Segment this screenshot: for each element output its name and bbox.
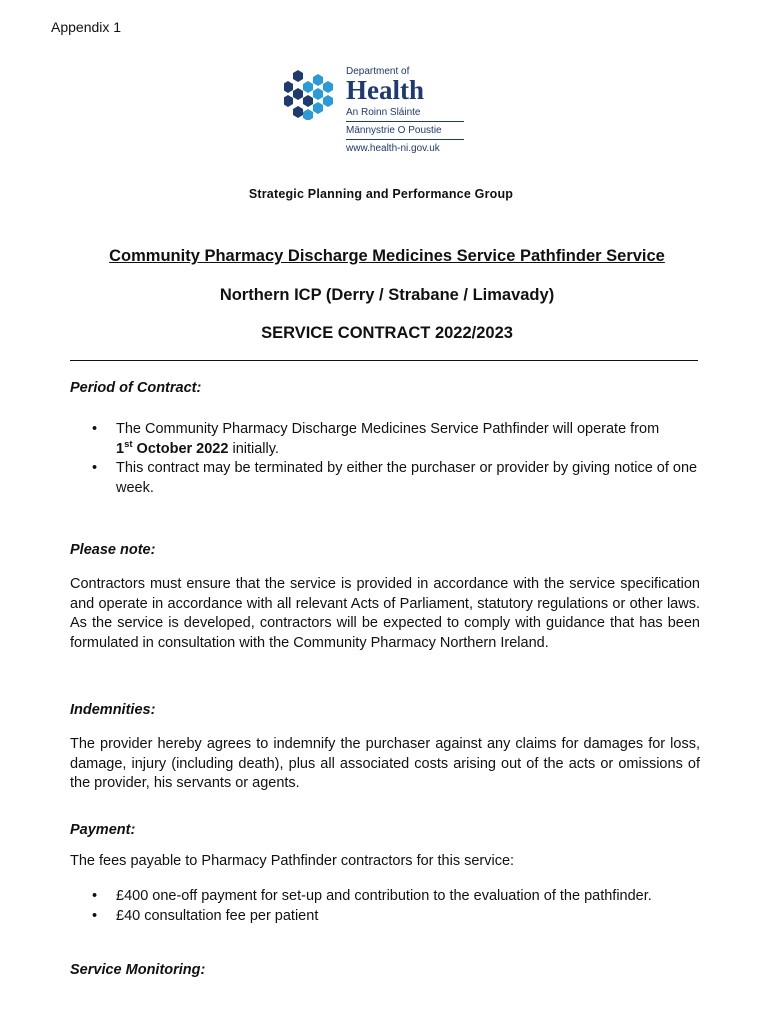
logo-health: Health (346, 75, 424, 105)
period-item-start-text: The Community Pharmacy Discharge Medicines Service Pathfinder will operate from (116, 421, 660, 437)
logo-department-of: Department of (346, 66, 410, 77)
period-start-suffix: st (124, 438, 133, 450)
note-heading: Please note: (70, 542, 156, 558)
payment-heading: Payment: (70, 822, 136, 838)
appendix-label: Appendix 1 (51, 19, 122, 35)
logo-website: www.health-ni.gov.uk (346, 143, 440, 154)
period-heading: Period of Contract: (70, 380, 202, 396)
area-title: Northern ICP (Derry / Strabane / Limavady) (219, 286, 555, 304)
hexagon-cluster-icon (284, 68, 340, 120)
period-start-month: October 2022 (132, 440, 229, 457)
period-start-day: 1 (116, 440, 125, 457)
payment-intro: The fees payable to Pharmacy Pathfinder contractors for this service: (70, 853, 515, 869)
period-list (70, 420, 700, 498)
indemnities-paragraph: The provider hereby agrees to indemnify the purchaser against any claims for damages for loss, damage, injury (including death), plus all associated costs arising out of the acts or omissions of the provider, his servants or agents. (70, 736, 700, 791)
contract-title: SERVICE CONTRACT 2022/2023 (261, 324, 513, 342)
payment-item-consultation: • £40 consultation fee per patient (70, 907, 700, 927)
logo-ulster-scots-name: Männystrie O Poustie (346, 125, 464, 140)
payment-item-setup: • £400 one-off payment for set-up and contribution to the evaluation of the pathfinder. (70, 887, 700, 907)
note-paragraph: Contractors must ensure that the service is provided in accordance with the service specification and operate in accordance with all relevant Acts of Parliament, statutory regulations or other laws. As the service is developed, contractors will be expected to comply with guidance that has been formulated in consultation with the Community Pharmacy Northern Ireland. (70, 576, 700, 651)
document-title: Community Pharmacy Discharge Medicines Service Pathfinder Service (109, 247, 665, 265)
period-item-termination: • This contract may be terminated by either the purchaser or provider by giving notice of one week. (70, 459, 700, 498)
department-of-health-logo (284, 64, 464, 164)
period-start-tail: initially. (228, 440, 279, 457)
indemnities-heading: Indemnities: (70, 702, 156, 718)
divider-line (70, 360, 698, 361)
logo-text-block (346, 64, 464, 154)
monitoring-heading: Service Monitoring: (70, 962, 206, 978)
period-item-start (70, 420, 700, 459)
payment-list (70, 887, 700, 926)
group-name: Strategic Planning and Performance Group (248, 187, 514, 201)
logo-irish-name: An Roinn Sláinte (346, 107, 464, 122)
